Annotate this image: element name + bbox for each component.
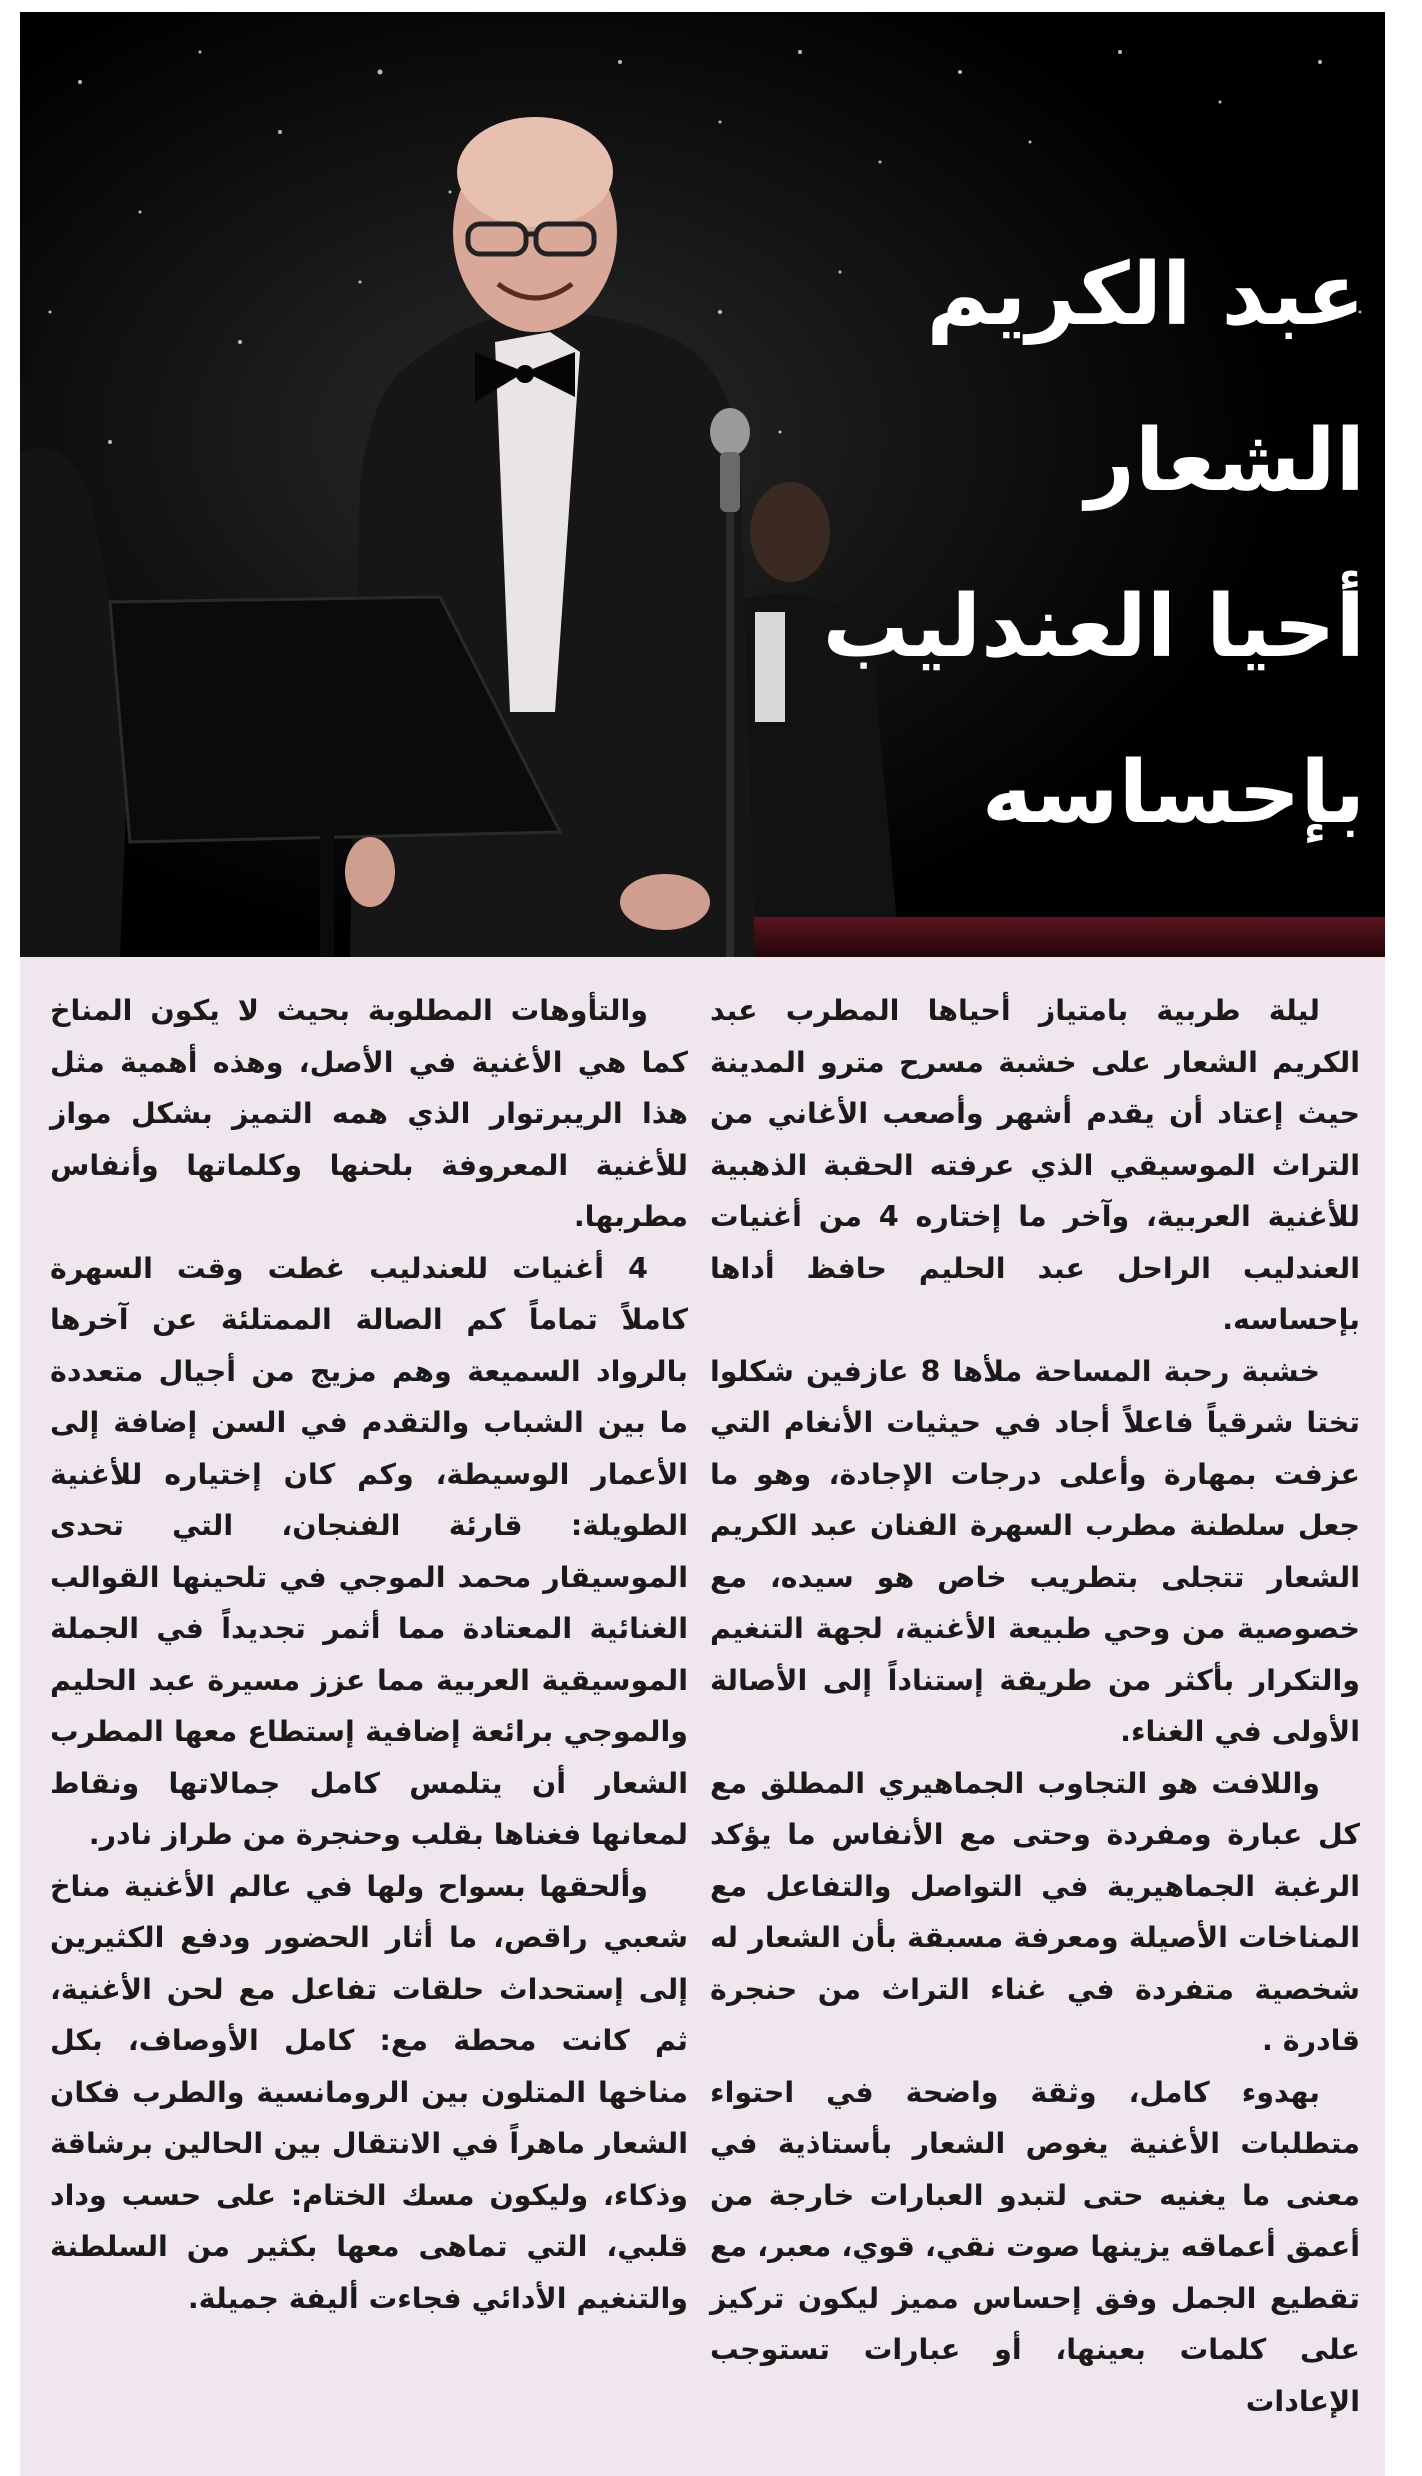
article-body — [20, 957, 1385, 2476]
paragraph: 4 أغنيات للعندليب غطت وقت السهرة كاملاً تماماً كم الصالة الممتلئة عن آخرها بالرواد السميعة وهم مزيج من أجيال متعددة ما بين الشباب والتقدم في السن إضافة إلى الأعمار الوسيطة، وكم كان إختياره للأغنية الطويلة: قارئة الفنجان، التي تحدى الموسيقار محمد الموجي في تلحينها القوالب الغنائية المعتادة مما أثمر تجديداً في الجملة الموسيقية العربية مما عزز مسيرة عبد الحليم والموجي برائعة إضافية إستطاع معها المطرب الشعار أن يتلمس كامل جمالاتها ونقاط لمعانها فغناها بقلب وحنجرة من طراز نادر. — [50, 1251, 688, 1851]
paragraph: وألحقها بسواح ولها في عالم الأغنية مناخ شعبي راقص، ما أثار الحضور ودفع الكثيرين إلى إستحداث حلقات تفاعل مع لحن الأغنية، ثم كانت محطة مع: كامل الأوصاف، بكل مناخها المتلون بين الرومانسية والطرب فكان الشعار ماهراً في الانتقال بين الحالين برشاقة وذكاء، وليكون مسك الختام: على حسب وداد قلبي، التي تماهى معها بكثير من السلطنة والتنغيم الأدائي فجاءت أليفة جميلة. — [50, 1869, 688, 2315]
headline-line-2: الشعار — [1085, 411, 1365, 511]
hero-photo — [20, 12, 1385, 957]
headline — [822, 212, 1365, 876]
article-column-left — [50, 985, 688, 2324]
paragraph: بهدوء كامل، وثقة واضحة في احتواء متطلبات الأغنية يغوص الشعار بأستاذية في معنى ما يغنيه حتى لتبدو العبارات خارجة من أعمق أعماقه يزينها صوت نقي، قوي، معبر، مع تقطيع الجمل وفق إحساس مميز ليكون تركيز على كلمات بعينها، أو عبارات تستوجب الإعادات — [710, 2075, 1360, 2418]
headline-line-4: بإحساسه — [981, 743, 1365, 843]
paragraph: خشبة رحبة المساحة ملأها 8 عازفين شكلوا تختا شرقياً فاعلاً أجاد في حيثيات الأنغام التي عزفت بمهارة وأعلى درجات الإجادة، وهو ما جعل سلطنة مطرب السهرة الفنان عبد الكريم الشعار تتجلى بتطريب خاص هو سيده، مع خصوصية من وحي طبيعة الأغنية، لجهة التنغيم والتكرار بأكثر من طريقة إستناداً إلى الأصالة الأولى في الغناء. — [710, 1354, 1360, 1748]
paragraph: ليلة طربية بامتياز أحياها المطرب عبد الكريم الشعار على خشبة مسرح مترو المدينة حيث إعتاد أن يقدم أشهر وأصعب الأغاني من التراث الموسيقي الذي عرفته الحقبة الذهبية للأغنية العربية، وآخر ما إختاره 4 من أغنيات العندليب الراحل عبد الحليم حافظ أداها بإحساسه. — [710, 994, 1360, 1336]
article-column-right — [710, 985, 1360, 2427]
paragraph: واللافت هو التجاوب الجماهيري المطلق مع كل عبارة ومفردة وحتى مع الأنفاس ما يؤكد الرغبة الجماهيرية في التواصل والتفاعل مع المناخات الأصيلة ومعرفة مسبقة بأن الشعار له شخصية متفردة في غناء التراث من حنجرة قادرة . — [710, 1766, 1360, 2057]
headline-line-3: أحيا العندليب — [822, 577, 1365, 677]
paragraph: والتأوهات المطلوبة بحيث لا يكون المناخ كما هي الأغنية في الأصل، وهذه أهمية مثل هذا الريبرتوار الذي همه التميز بشكل مواز للأغنية المعروفة بلحنها وكلماتها وأنفاس مطربها. — [50, 994, 688, 1233]
headline-line-1: عبد الكريم — [926, 245, 1365, 345]
